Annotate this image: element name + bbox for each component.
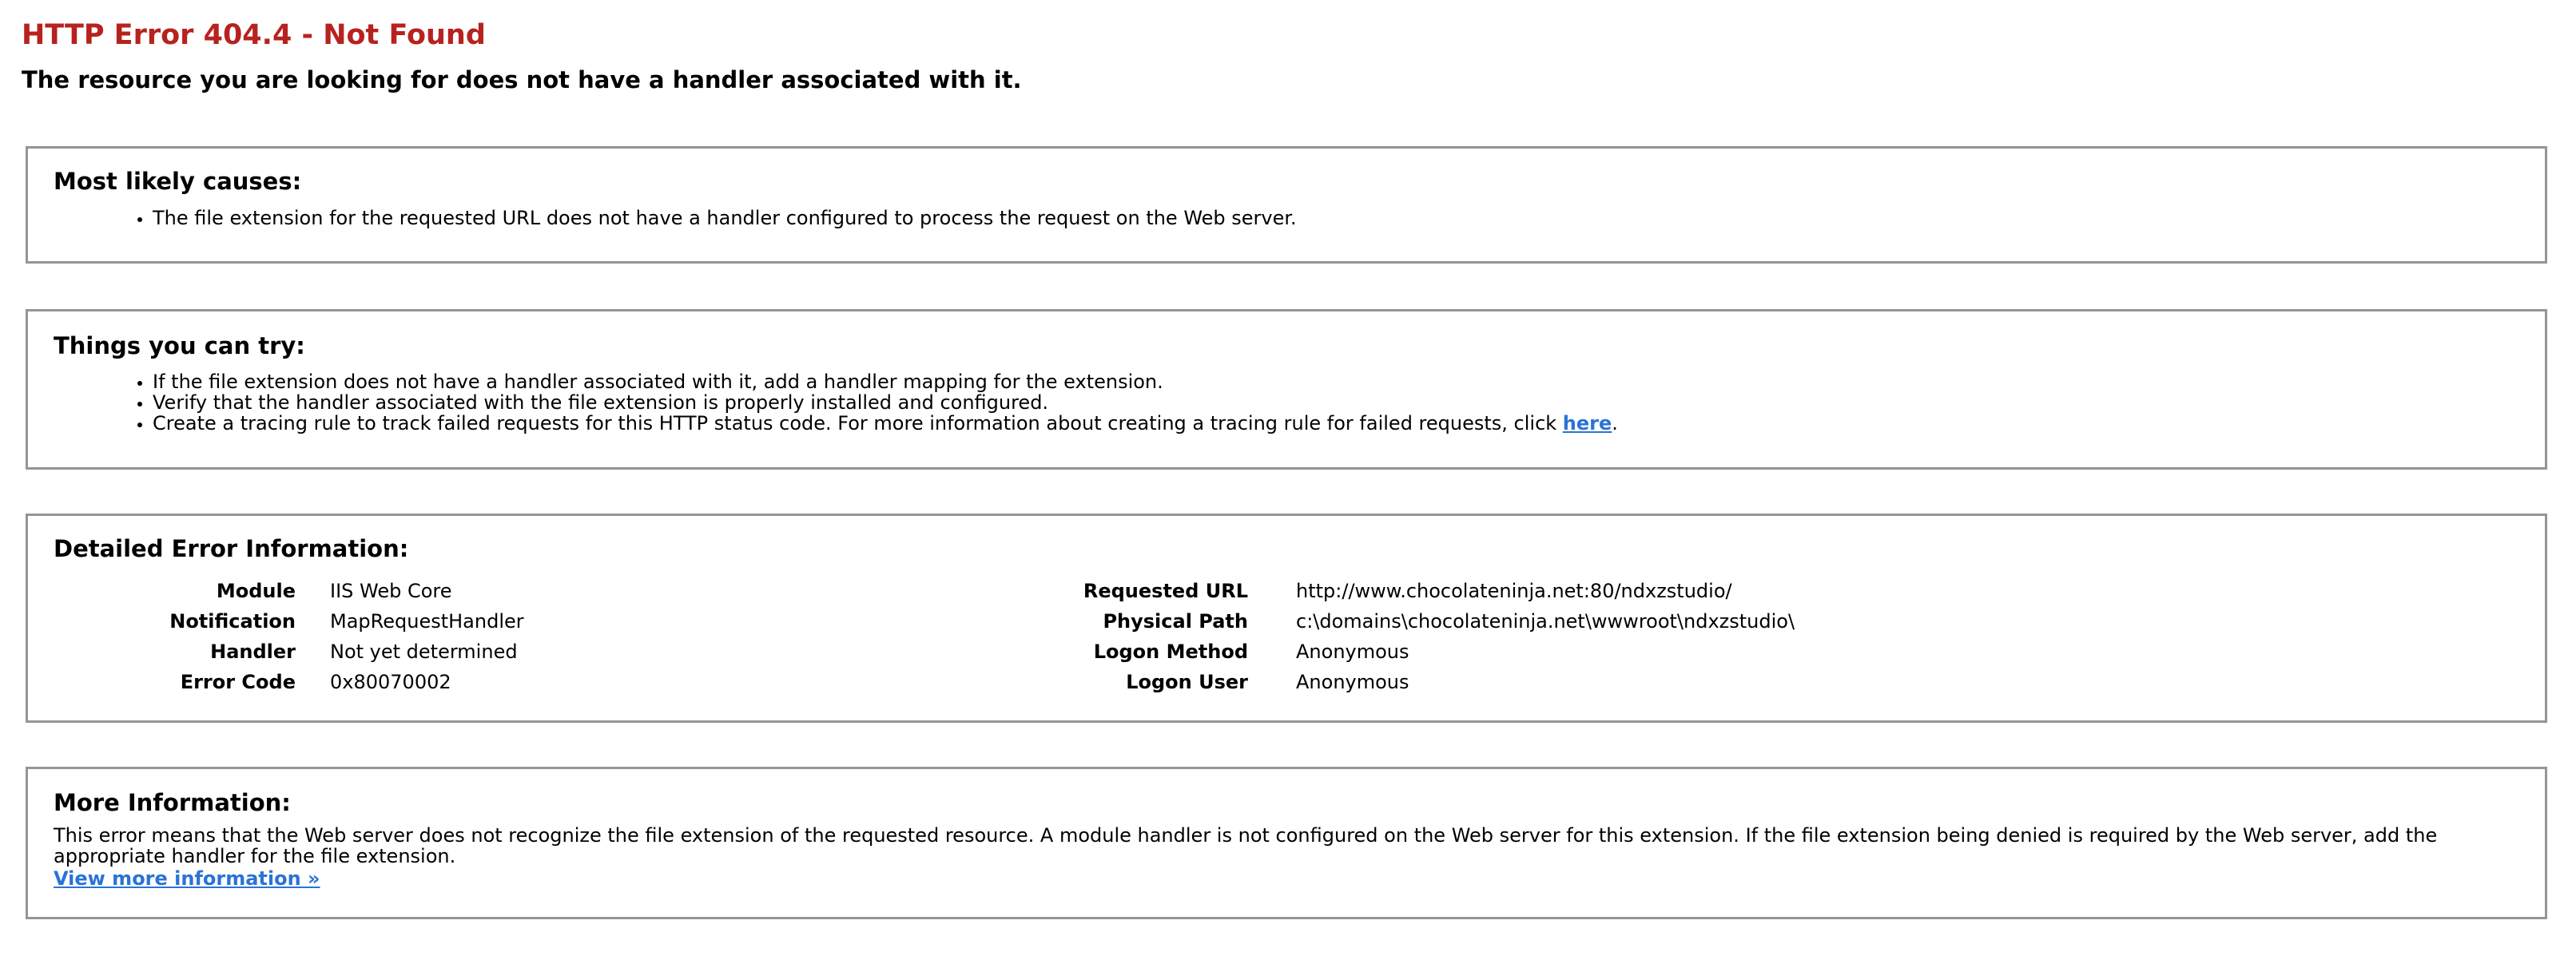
list-item-tracing bbox=[153, 413, 1618, 434]
detail-label: Logon User bbox=[1126, 671, 1248, 693]
detail-row-physical-path bbox=[28, 606, 2505, 637]
detail-value: Anonymous bbox=[1296, 671, 1409, 693]
detail-value: 0x80070002 bbox=[330, 671, 451, 693]
detail-label: Handler bbox=[210, 641, 296, 663]
tracing-period: . bbox=[1612, 412, 1618, 434]
detail-label: Requested URL bbox=[1083, 580, 1248, 602]
tracing-help-link[interactable]: here bbox=[1562, 412, 1612, 434]
causes-heading: Most likely causes: bbox=[54, 168, 302, 195]
detail-row-logon-user bbox=[28, 667, 2505, 697]
detail-value: Not yet determined bbox=[330, 641, 518, 663]
detail-label: Notification bbox=[169, 610, 296, 633]
detail-label: Logon Method bbox=[1093, 641, 1248, 663]
causes-list bbox=[54, 208, 1297, 228]
view-more-information-link[interactable]: View more information » bbox=[54, 867, 320, 890]
detail-row-logon-method bbox=[28, 637, 2505, 667]
details-heading: Detailed Error Information: bbox=[54, 535, 409, 562]
things-to-try-section bbox=[26, 309, 2547, 470]
page-subtitle: The resource you are looking for does not have a handler associated with it. bbox=[22, 66, 1022, 93]
tracing-text: Create a tracing rule to track failed requests for this HTTP status code. For more information about creating a tracing rule for failed requests, click bbox=[153, 412, 1563, 434]
causes-section bbox=[26, 146, 2547, 264]
more-heading: More Information: bbox=[54, 789, 291, 816]
detail-label: Physical Path bbox=[1103, 610, 1248, 633]
list-item: • Verify that the handler associated with the file extension is properly installed and configured. bbox=[153, 392, 1618, 413]
detail-value: IIS Web Core bbox=[330, 580, 452, 602]
page-title: HTTP Error 404.4 - Not Found bbox=[22, 19, 486, 51]
more-information-section bbox=[26, 767, 2547, 919]
detail-value: Anonymous bbox=[1296, 641, 1409, 663]
list-item: • The file extension for the requested URL does not have a handler configured to process the request on the Web server. bbox=[153, 208, 1297, 228]
detail-value: http://www.chocolateninja.net:80/ndxzstudio/ bbox=[1296, 580, 1732, 602]
more-description: This error means that the Web server does not recognize the file extension of the requested resource. A module handler is not configured on the Web server for this extension. If the file extension being denied is required by the Web server, add the appropriate handler for the file extension. bbox=[54, 824, 2438, 867]
detail-label: Error Code bbox=[180, 671, 296, 693]
try-list bbox=[54, 371, 1618, 434]
list-item: • If the file extension does not have a handler associated with it, add a handler mapping for the extension. bbox=[153, 371, 1618, 392]
try-heading: Things you can try: bbox=[54, 332, 305, 359]
detailed-error-section bbox=[26, 514, 2547, 723]
detail-row-requested-url bbox=[28, 576, 2505, 606]
detail-label: Module bbox=[216, 580, 296, 602]
detail-value: MapRequestHandler bbox=[330, 610, 524, 633]
detail-value: c:\domains\chocolateninja.net\wwwroot\ndxzstudio\ bbox=[1296, 610, 1795, 633]
